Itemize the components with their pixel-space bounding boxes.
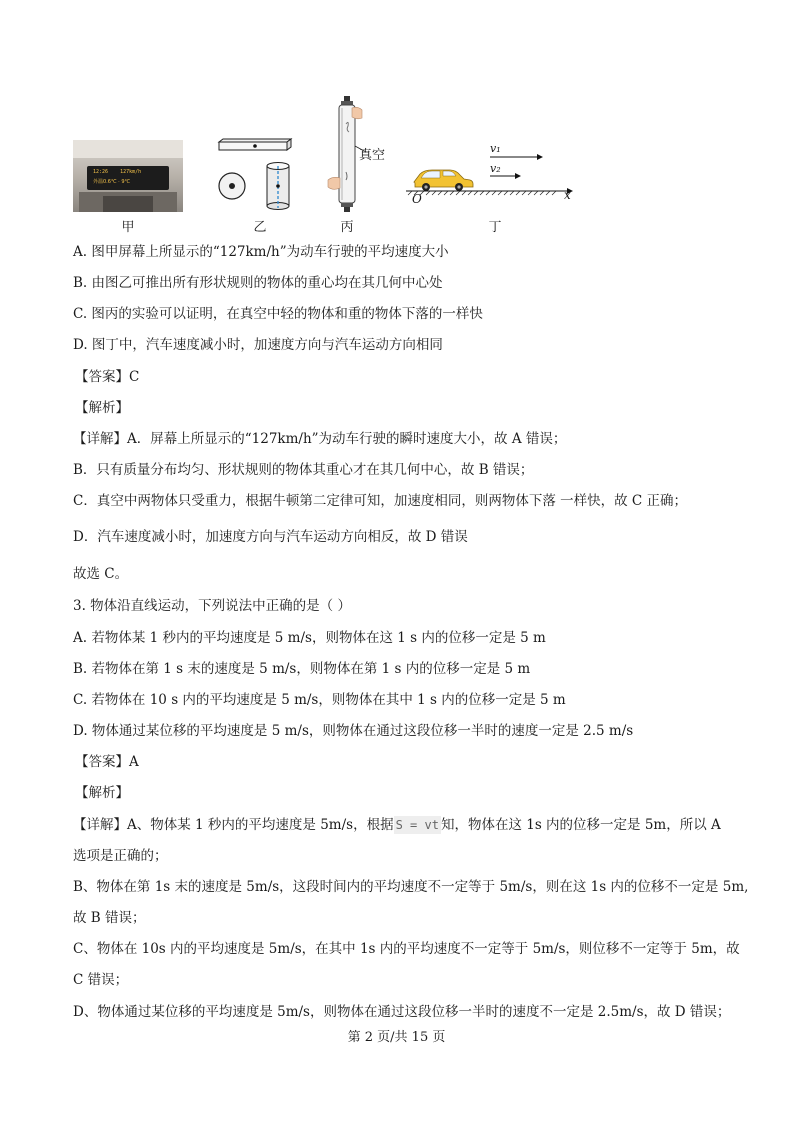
q2-answer: 【答案】C	[75, 369, 140, 385]
q2-option-b: B. 由图乙可推出所有形状规则的物体的重心均在其几何中心处	[73, 275, 443, 291]
q2-detail-b: B．只有质量分布均匀、形状规则的物体其重心才在其几何中心，故 B 错误；	[73, 462, 534, 478]
q3-option-b: B. 若物体在第 1 s 末的速度是 5 m/s，则物体在第 1 s 内的位移一定是 5 m	[73, 661, 531, 677]
q3-analysis-heading: 【解析】	[75, 785, 129, 801]
ground-hatch	[406, 191, 572, 195]
caption-yi: 乙	[253, 220, 267, 235]
q3-detail-b-line1: B、物体在第 1s 末的速度是 5m/s，这段时间内的平均速度不一定等于 5m/s，则在这 1s 内的位移不一定是 5m,	[73, 879, 749, 895]
caption-bing: 丙	[340, 220, 354, 235]
beam-shape	[219, 139, 291, 150]
caption-ding: 丁	[488, 220, 502, 235]
q2-detail-d: D．汽车速度减小时，加速度方向与汽车运动方向相反，故 D 错误	[73, 529, 468, 545]
figure-bing	[322, 94, 397, 214]
figure-jia	[73, 140, 183, 212]
car-icon	[414, 170, 473, 191]
q3-stem: 3. 物体沿直线运动，下列说法中正确的是（ ）	[73, 598, 351, 614]
figure-ding	[404, 140, 576, 208]
q3-detail-d-line1: D、物体通过某位移的平均速度是 5m/s，则物体在通过这段位移一半时的速度不一定是 2.5m/s，故 D 错误；	[73, 1004, 731, 1020]
cylinder-shape	[267, 163, 289, 210]
q3-option-d: D. 物体通过某位移的平均速度是 5 m/s，则物体在通过这段位移一半时的速度一定是 2.5 m/s	[73, 723, 634, 739]
caption-jia: 甲	[121, 220, 135, 235]
q2-option-c: C. 图丙的实验可以证明，在真空中轻的物体和重的物体下落的一样快	[73, 306, 483, 322]
vacuum-label: 真空	[359, 147, 386, 162]
v1-label: v₁	[490, 142, 501, 155]
q3-option-c: C. 若物体在 10 s 内的平均速度是 5 m/s，则物体在其中 1 s 内的位移一定是 5 m	[73, 692, 566, 708]
figure-yi	[215, 136, 295, 212]
screen-subtext: 外温0.6℃ · 9℃	[93, 179, 131, 185]
q3-detail-a-pre: 【详解】A、物体某 1 秒内的平均速度是 5m/s，根据	[73, 817, 394, 833]
q3-detail-c-line2: C 错误；	[73, 972, 129, 988]
q2-analysis-heading: 【解析】	[75, 400, 129, 416]
q3-answer: 【答案】A	[75, 754, 139, 770]
q3-option-a: A. 若物体某 1 秒内的平均速度是 5 m/s，则物体在这 1 s 内的位移一定是 5 m	[73, 630, 546, 646]
q3-detail-a-line2: 选项是正确的；	[73, 848, 168, 864]
v2-label: v₂	[490, 162, 501, 175]
q2-option-d: D. 图丁中，汽车速度减小时，加速度方向与汽车运动方向相同	[73, 337, 443, 353]
formula-s-vt: S = vt	[395, 818, 439, 832]
screen-speed: 127km/h	[120, 169, 142, 175]
screen-time: 12:26	[93, 169, 109, 175]
q2-option-a: A. 图甲屏幕上所显示的“127km/h”为动车行驶的平均速度大小	[73, 244, 449, 260]
x-axis-label: x	[564, 188, 571, 202]
q2-detail-c: C．真空中两物体只受重力，根据牛顿第二定律可知，加速度相同，则两物体下落 一样快，故 C 正确；	[73, 493, 688, 509]
q3-detail-a-line1	[73, 816, 721, 834]
q2-detail-a: 【详解】A．屏幕上所显示的“127km/h”为动车行驶的瞬时速度大小，故 A 错误；	[73, 431, 567, 447]
q2-conclusion: 故选 C。	[73, 566, 129, 582]
train-screen-photo	[73, 140, 183, 212]
origin-label: O	[412, 192, 422, 206]
disc-shape	[219, 173, 245, 199]
q3-detail-a-post: 知，物体在这 1s 内的位移一定是 5m，所以 A	[440, 817, 721, 833]
q3-detail-b-line2: 故 B 错误；	[73, 910, 146, 926]
q3-detail-c-line1: C、物体在 10s 内的平均速度是 5m/s，在其中 1s 内的平均速度不一定等于 5m/s，则位移不一定等于 5m，故	[73, 941, 740, 957]
page-footer: 第 2 页/共 15 页	[347, 1030, 446, 1045]
